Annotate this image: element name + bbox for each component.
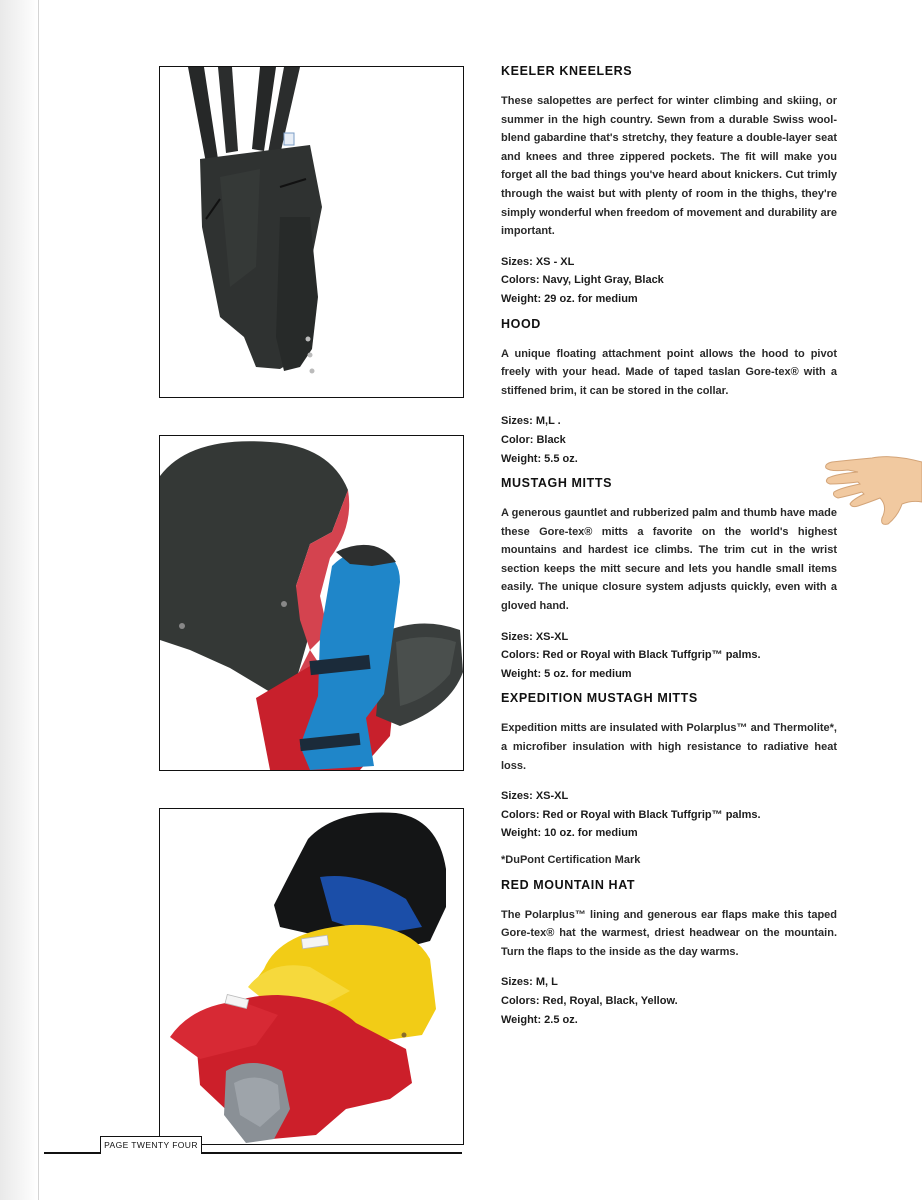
product-title: MUSTAGH MITTS — [501, 476, 613, 491]
keeler-kneelers-photo — [159, 66, 464, 398]
product-description: Expedition mitts are insulated with Polarplus™ and Thermolite*, a microfiber insulation with high resistance to radiative heat loss. — [501, 722, 837, 772]
product-weight: Weight: 10 oz. for medium — [501, 827, 638, 840]
product-descriptions-column — [501, 64, 837, 1029]
product-title: HOOD — [501, 316, 541, 331]
product-sizes: Sizes: XS - XL — [501, 255, 575, 268]
product-weight: Weight: 2.5 oz. — [501, 1013, 578, 1026]
product-title: KEELER KNEELERS — [501, 64, 633, 78]
product-weight: Weight: 5 oz. for medium — [501, 667, 632, 680]
product-title: EXPEDITION MUSTAGH MITTS — [501, 691, 698, 706]
red-mountain-hat-photo — [159, 808, 464, 1145]
product-colors: Colors: Red or Royal with Black Tuffgrip™ palms. — [501, 808, 761, 821]
hats-illustration — [160, 809, 463, 1144]
product-title: RED MOUNTAIN HAT — [501, 877, 636, 892]
product-description: These salopettes are perfect for winter climbing and skiing, or summer in the high country. Sewn from a durable Swiss wool-blend gabardine that's stretchy, they feature a double-layer seat and knees and three zippered pockets. The fit will make you forget all the bad things you've heard about knickers. Cut trimly through the waist but with plenty of room in the thighs, they're simply wonderful when freedom of movement and durability are important. — [501, 95, 837, 238]
product-description: A unique floating attachment point allows the hood to pivot freely with your head. Made of taped taslan Gore-tex® with a stiffened brim, it can be stored in the collar. — [501, 347, 837, 397]
product-sizes: Sizes: XS-XL — [501, 790, 569, 803]
product-hood — [501, 317, 837, 469]
hood-and-mitts-photo — [159, 435, 464, 771]
product-sizes: Sizes: M,L . — [501, 415, 561, 428]
salopettes-illustration — [160, 67, 463, 397]
product-sizes: Sizes: M, L — [501, 976, 558, 989]
product-sizes: Sizes: XS-XL — [501, 630, 569, 643]
page-binding-edge — [0, 0, 39, 1200]
product-expedition-mustagh-mitts — [501, 691, 837, 869]
product-colors: Colors: Navy, Light Gray, Black — [501, 274, 664, 287]
product-mustagh-mitts — [501, 476, 837, 683]
product-description: A generous gauntlet and rubberized palm and thumb have made these Gore-tex® mitts a favorite on the world's highest mountains and hardest ice climbs. The trim cut in the wrist section keeps the mitt secure and lets you handle small items easily. The unique closure system adjusts quickly, even with a gloved hand. — [501, 507, 837, 613]
product-description: The Polarplus™ lining and generous ear flaps make this taped Gore-tex® hat the warmest, driest headwear on the mountain. Turn the flaps to the inside as the day warms. — [501, 908, 837, 958]
hand-photo-artifact — [822, 448, 922, 528]
product-colors: Colors: Red or Royal with Black Tuffgrip™ palms. — [501, 649, 761, 662]
product-weight: Weight: 29 oz. for medium — [501, 292, 638, 305]
trademark-footnote: *DuPont Certification Mark — [501, 854, 641, 866]
product-colors: Color: Black — [501, 433, 566, 446]
product-colors: Colors: Red, Royal, Black, Yellow. — [501, 994, 678, 1007]
product-red-mountain-hat — [501, 878, 837, 1030]
product-weight: Weight: 5.5 oz. — [501, 452, 578, 465]
page-number-label: PAGE TWENTY FOUR — [100, 1136, 202, 1154]
hood-mitts-illustration — [160, 436, 463, 770]
product-keeler-kneelers — [501, 64, 837, 309]
